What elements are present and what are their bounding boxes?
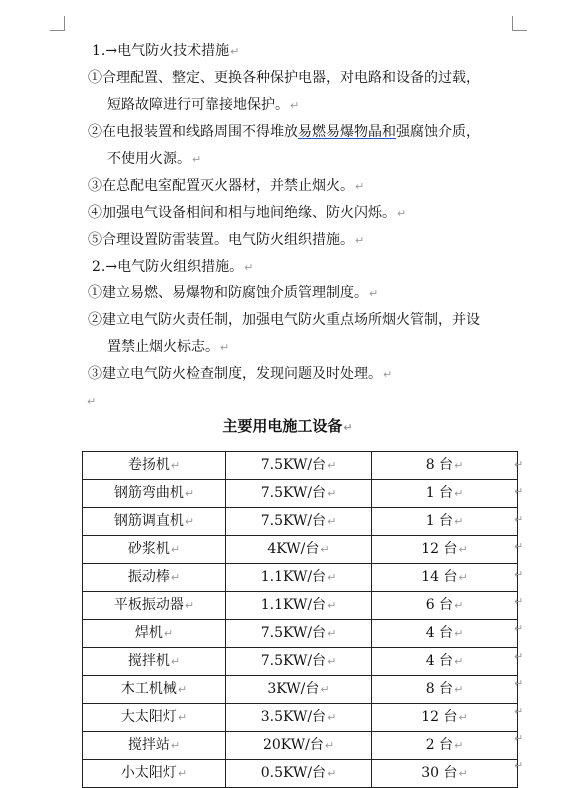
- quantity-cell: [372, 620, 518, 648]
- row-end-mark: ↵: [514, 649, 524, 663]
- equipment-table: [82, 451, 518, 788]
- cell-end-mark: ↵: [324, 739, 335, 752]
- power-rating-cell: [226, 648, 372, 676]
- cell-end-mark: ↵: [454, 683, 464, 696]
- power-rating-cell-text: 1.1KW/台: [260, 597, 327, 613]
- row-end-mark: ↵: [514, 540, 524, 554]
- cell-end-mark: ↵: [454, 655, 464, 668]
- item1-1-line1: ①合理配置、整定、更换各种保护电器，对电路和设备的过载，: [88, 70, 480, 86]
- cell-end-mark: ↵: [458, 711, 468, 724]
- quantity-cell-text: 4 台: [425, 653, 454, 669]
- cell-end-mark: ↵: [327, 655, 337, 668]
- item1-2-line1: ②在电报装置和线路周围不得堆放易燃易爆物晶和强腐蚀介质，: [88, 124, 480, 140]
- cell-end-mark: ↵: [320, 683, 330, 696]
- table-row: [83, 564, 518, 592]
- cell-end-mark: ↵: [170, 571, 181, 584]
- power-rating-cell-text: 7.5KW/台: [260, 485, 327, 501]
- equipment-name-cell-text: 大太阳灯: [120, 709, 177, 725]
- cell-end-mark: ↵: [320, 543, 330, 556]
- power-rating-cell-text: 3.5KW/台: [260, 709, 327, 725]
- cell-end-mark: ↵: [170, 655, 181, 668]
- equipment-name-cell-text: 木工机械: [120, 681, 177, 697]
- equipment-name-cell: [83, 480, 226, 508]
- cell-end-mark: ↵: [170, 739, 181, 752]
- table-row: [83, 760, 518, 788]
- row-end-mark: ↵: [514, 622, 524, 636]
- quantity-cell-text: 14 台: [421, 569, 458, 585]
- table-row: [83, 508, 518, 536]
- equipment-name-cell-text: 钢筋调直机: [113, 513, 184, 529]
- equipment-name-cell: [83, 536, 226, 564]
- power-rating-cell: [226, 704, 372, 732]
- item1-2-line2: 不使用火源。↵: [107, 151, 202, 167]
- power-rating-cell: [226, 620, 372, 648]
- quantity-cell-text: 4 台: [425, 625, 454, 641]
- power-rating-cell-text: 4KW/台: [267, 541, 320, 557]
- equipment-name-cell-text: 砂浆机: [127, 541, 170, 557]
- power-rating-cell: [226, 564, 372, 592]
- quantity-cell: [372, 704, 518, 732]
- quantity-cell-text: 2 台: [425, 737, 454, 753]
- cell-end-mark: ↵: [184, 487, 195, 500]
- cell-end-mark: ↵: [327, 627, 337, 640]
- equipment-name-cell-text: 焊机: [134, 625, 163, 641]
- table-row: [83, 480, 518, 508]
- power-rating-cell: [226, 760, 372, 788]
- table-row: [83, 704, 518, 732]
- quantity-cell: [372, 564, 518, 592]
- cell-end-mark: ↵: [454, 487, 464, 500]
- quantity-cell: [372, 452, 518, 480]
- cell-end-mark: ↵: [177, 767, 188, 780]
- spelling-flagged-text: 易燃易爆物晶: [298, 124, 382, 140]
- empty-paragraph: ↵: [87, 395, 97, 408]
- cell-end-mark: ↵: [454, 459, 464, 472]
- cell-end-mark: ↵: [170, 459, 181, 472]
- cell-end-mark: ↵: [163, 627, 174, 640]
- power-rating-cell: [226, 676, 372, 704]
- equipment-name-cell: [83, 564, 226, 592]
- power-rating-cell: [226, 480, 372, 508]
- power-rating-cell: [226, 732, 372, 760]
- cell-end-mark: ↵: [454, 515, 464, 528]
- cell-end-mark: ↵: [454, 739, 464, 752]
- quantity-cell: [372, 676, 518, 704]
- equipment-name-cell-text: 卷扬机: [127, 457, 170, 473]
- page-corner-mark-left: [50, 16, 65, 31]
- power-rating-cell-text: 7.5KW/台: [260, 457, 327, 473]
- cell-end-mark: ↵: [458, 543, 468, 556]
- cell-end-mark: ↵: [327, 571, 337, 584]
- table-row: [83, 536, 518, 564]
- item2-2-line1: ②建立电气防火责任制，加强电气防火重点场所烟火管制，并设: [88, 312, 480, 328]
- item2-2-line2: 置禁止烟火标志。↵: [107, 339, 230, 355]
- equipment-name-cell: [83, 676, 226, 704]
- power-rating-cell-text: 0.5KW/台: [260, 765, 327, 781]
- item1-3: ③在总配电室配置灭火器材，并禁止烟火。↵: [88, 178, 365, 194]
- table-row: [83, 648, 518, 676]
- quantity-cell: [372, 480, 518, 508]
- row-end-mark: ↵: [514, 595, 524, 608]
- row-end-mark: ↵: [514, 732, 524, 745]
- cell-end-mark: ↵: [327, 711, 337, 724]
- power-rating-cell-text: 7.5KW/台: [260, 625, 327, 641]
- table-row: [83, 676, 518, 704]
- item2-1: ①建立易燃、易爆物和防腐蚀介质管理制度。↵: [88, 285, 379, 301]
- quantity-cell-text: 6 台: [425, 597, 454, 613]
- equipment-name-cell: [83, 452, 226, 480]
- cell-end-mark: ↵: [327, 767, 337, 780]
- item1-1-line2: 短路故障进行可靠接地保护。↵: [107, 97, 300, 113]
- power-rating-cell: [226, 592, 372, 620]
- equipment-name-cell: [83, 760, 226, 788]
- equipment-name-cell: [83, 732, 226, 760]
- cell-end-mark: ↵: [184, 515, 195, 528]
- item1-5: ⑤合理设置防雷装置。电气防火组织措施。↵: [88, 232, 365, 248]
- power-rating-cell-text: 1.1KW/台: [260, 569, 327, 585]
- table-title: 主要用电施工设备↵: [222, 417, 353, 435]
- equipment-name-cell-text: 钢筋弯曲机: [113, 485, 184, 501]
- cell-end-mark: ↵: [454, 627, 464, 640]
- row-end-mark: ↵: [514, 677, 524, 691]
- cell-end-mark: ↵: [327, 515, 337, 528]
- row-end-mark: ↵: [514, 704, 524, 718]
- quantity-cell-text: 8 台: [425, 457, 454, 473]
- quantity-cell: [372, 760, 518, 788]
- quantity-cell-text: 12 台: [421, 541, 458, 557]
- quantity-cell: [372, 648, 518, 676]
- quantity-cell-text: 30 台: [421, 765, 458, 781]
- row-end-mark: ↵: [514, 567, 524, 581]
- item1-4: ④加强电气设备相间和相与地间绝缘、防火闪烁。↵: [88, 205, 407, 221]
- section2-heading: 2.→电气防火组织措施。↵: [92, 259, 254, 275]
- cell-end-mark: ↵: [327, 599, 337, 612]
- cell-end-mark: ↵: [177, 683, 188, 696]
- quantity-cell-text: 1 台: [425, 513, 454, 529]
- power-rating-cell-text: 7.5KW/台: [260, 513, 327, 529]
- equipment-name-cell-text: 振动棒: [127, 569, 170, 585]
- power-rating-cell-text: 7.5KW/台: [260, 653, 327, 669]
- equipment-name-cell: [83, 648, 226, 676]
- cell-end-mark: ↵: [458, 571, 468, 584]
- row-end-mark: ↵: [514, 512, 524, 526]
- equipment-name-cell: [83, 620, 226, 648]
- cell-end-mark: ↵: [177, 711, 188, 724]
- quantity-cell-text: 8 台: [425, 681, 454, 697]
- equipment-name-cell-text: 搅拌站: [127, 737, 170, 753]
- cell-end-mark: ↵: [454, 599, 464, 612]
- quantity-cell: [372, 508, 518, 536]
- section1-heading: 1.→电气防火技术措施↵: [92, 43, 240, 59]
- cell-end-mark: ↵: [170, 543, 181, 556]
- table-row: [83, 620, 518, 648]
- equipment-name-cell: [83, 592, 226, 620]
- power-rating-cell-text: 3KW/台: [267, 681, 320, 697]
- equipment-name-cell-text: 搅拌机: [127, 653, 170, 669]
- table-row: [83, 732, 518, 760]
- quantity-cell-text: 12 台: [421, 709, 458, 725]
- cell-end-mark: ↵: [458, 767, 468, 780]
- row-end-mark: ↵: [514, 485, 524, 499]
- cell-end-mark: ↵: [327, 487, 337, 500]
- power-rating-cell: [226, 508, 372, 536]
- quantity-cell: [372, 536, 518, 564]
- quantity-cell-text: 1 台: [425, 485, 454, 501]
- equipment-name-cell-text: 小太阳灯: [120, 765, 177, 781]
- power-rating-cell: [226, 452, 372, 480]
- table-row: [83, 452, 518, 480]
- item2-3: ③建立电气防火检查制度，发现问题及时处理。↵: [88, 366, 393, 382]
- cell-end-mark: ↵: [327, 459, 337, 472]
- row-end-mark: ↵: [514, 759, 524, 773]
- equipment-name-cell: [83, 704, 226, 732]
- quantity-cell: [372, 592, 518, 620]
- table-row: [83, 592, 518, 620]
- row-end-mark: ↵: [514, 458, 524, 471]
- equipment-name-cell-text: 平板振动器: [113, 597, 184, 613]
- cell-end-mark: ↵: [184, 599, 195, 612]
- equipment-name-cell: [83, 508, 226, 536]
- power-rating-cell-text: 20KW/台: [262, 737, 324, 753]
- page-corner-mark-right: [512, 16, 527, 31]
- quantity-cell: [372, 732, 518, 760]
- power-rating-cell: [226, 536, 372, 564]
